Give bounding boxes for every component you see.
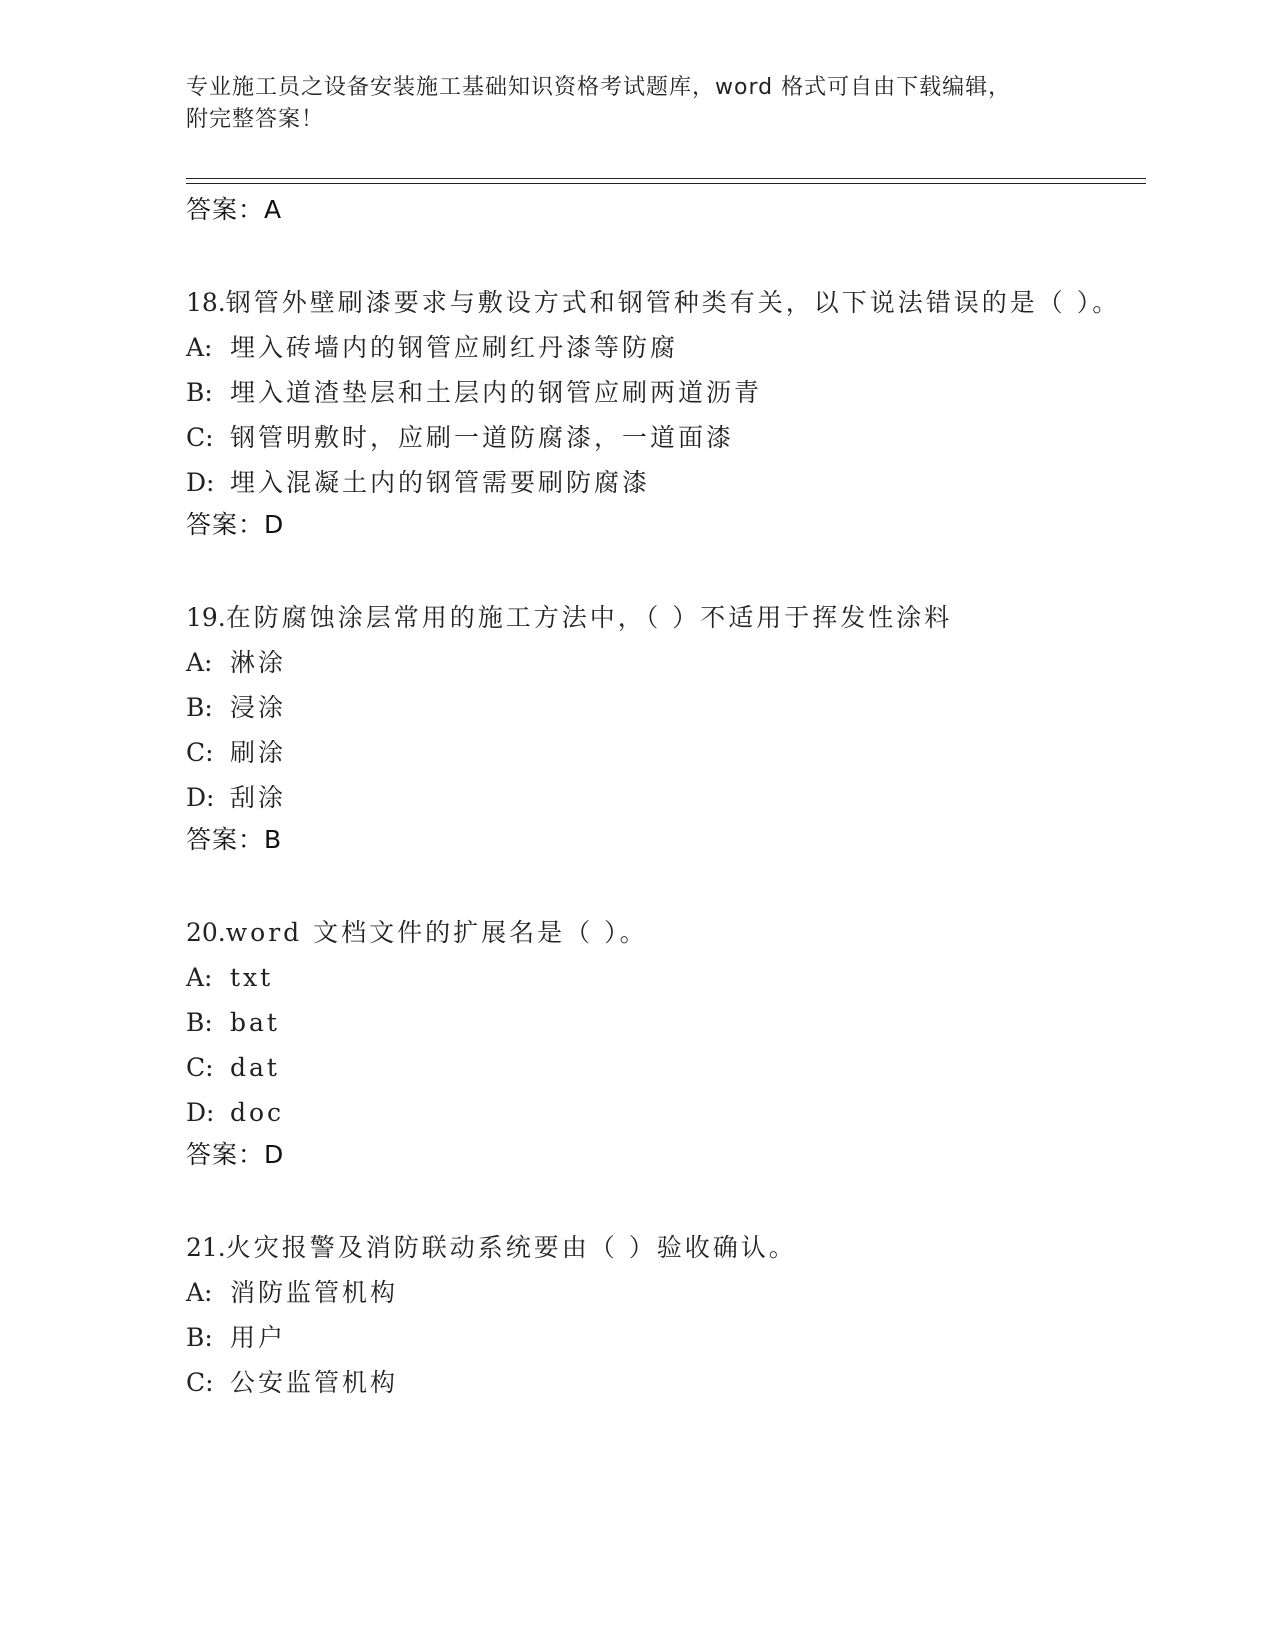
question-stem: [186, 595, 1136, 640]
question-stem: [186, 1225, 1136, 1270]
option-text: 刷涂: [230, 738, 287, 767]
question-stem: [186, 280, 1136, 325]
option-key: D:: [186, 783, 215, 812]
option-c: [186, 1045, 1136, 1090]
answer-line: 答案：D: [186, 510, 285, 539]
option-a: [186, 325, 1136, 370]
option-c: [186, 415, 1136, 460]
header-line-1: 专业施工员之设备安装施工基础知识资格考试题库，word 格式可自由下载编辑，: [186, 75, 1012, 100]
option-key: C:: [186, 1368, 214, 1397]
option-b: [186, 1000, 1136, 1045]
answer-line: 答案：D: [186, 1140, 285, 1169]
option-text: 钢管明敷时，应刷一道防腐漆，一道面漆: [230, 423, 735, 452]
option-text: 刮涂: [230, 783, 287, 812]
question-number: 18.: [186, 288, 226, 317]
document-header: [186, 72, 1066, 136]
option-d: [186, 460, 1136, 505]
question-number: 19.: [186, 603, 226, 632]
answer-line: 答案：B: [186, 825, 283, 854]
option-b: [186, 1315, 1136, 1360]
option-text: dat: [230, 1053, 280, 1082]
option-key: A:: [186, 648, 213, 677]
option-text: 埋入砖墙内的钢管应刷红丹漆等防腐: [230, 333, 679, 362]
question-item: [186, 595, 1136, 860]
option-key: B:: [186, 1323, 213, 1352]
header-line-2: 附完整答案！: [186, 107, 325, 132]
option-c: [186, 730, 1136, 775]
option-text: bat: [230, 1008, 280, 1037]
option-key: D:: [186, 1098, 215, 1127]
option-text: 埋入混凝土内的钢管需要刷防腐漆: [230, 468, 651, 497]
option-key: B:: [186, 1008, 213, 1037]
question-list: [186, 190, 1136, 1405]
question-text: 在防腐蚀涂层常用的施工方法中，（ ）不适用于挥发性涂料: [225, 603, 953, 632]
option-text: txt: [230, 963, 274, 992]
question-text: 钢管外壁刷漆要求与敷设方式和钢管种类有关，以下说法错误的是（ ）。: [225, 288, 1121, 317]
option-b: [186, 685, 1136, 730]
header-divider-top: [186, 178, 1146, 179]
option-text: 用户: [230, 1323, 287, 1352]
option-c: [186, 1360, 1136, 1405]
option-a: [186, 955, 1136, 1000]
header-divider-bottom: [186, 183, 1146, 184]
question-item: [186, 910, 1136, 1175]
option-b: [186, 370, 1136, 415]
option-a: [186, 1270, 1136, 1315]
option-a: [186, 640, 1136, 685]
option-key: C:: [186, 1053, 214, 1082]
option-key: C:: [186, 738, 214, 767]
option-key: B:: [186, 693, 213, 722]
option-key: B:: [186, 378, 213, 407]
question-number: 21.: [186, 1233, 226, 1262]
option-text: 埋入道渣垫层和土层内的钢管应刷两道沥青: [230, 378, 763, 407]
option-key: A:: [186, 963, 213, 992]
option-key: C:: [186, 423, 214, 452]
option-text: 消防监管机构: [230, 1278, 399, 1307]
option-text: 公安监管机构: [230, 1368, 399, 1397]
option-key: D:: [186, 468, 215, 497]
option-text: 浸涂: [230, 693, 287, 722]
question-text: 火灾报警及消防联动系统要由（ ）验收确认。: [225, 1233, 797, 1262]
option-key: A:: [186, 1278, 213, 1307]
option-key: A:: [186, 333, 213, 362]
option-d: [186, 1090, 1136, 1135]
answer-line: 答案：A: [186, 195, 283, 224]
question-text: word 文档文件的扩展名是（ ）。: [225, 918, 648, 947]
question-number: 20.: [186, 918, 226, 947]
question-stem: [186, 910, 1136, 955]
question-item: [186, 280, 1136, 545]
option-d: [186, 775, 1136, 820]
option-text: 淋涂: [230, 648, 287, 677]
option-text: doc: [230, 1098, 285, 1127]
question-item: [186, 1225, 1136, 1405]
